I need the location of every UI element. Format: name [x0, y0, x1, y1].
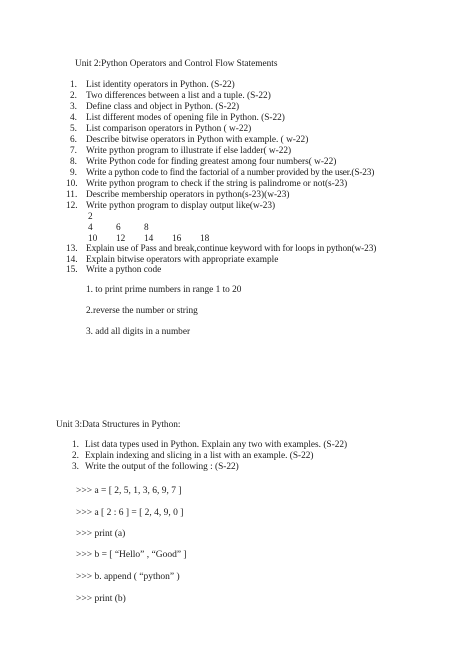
pattern-value: 2: [88, 212, 93, 222]
code-line: >>> b. append ( “python” ): [76, 572, 180, 582]
item-number: 6.: [70, 135, 77, 145]
item-text: Describe membership operators in python(s-23)(w-23): [86, 190, 290, 200]
subpart-item: 2.reverse the number or string: [86, 306, 198, 316]
item-text: List identity operators in Python. (S-22): [86, 80, 235, 90]
item-text: Write a python code to find the factorial of a number provided by the user.(S-23): [86, 168, 375, 178]
code-line: >>> a = [ 2, 5, 1, 3, 6, 9, 7 ]: [76, 486, 182, 496]
item-text: Explain indexing and slicing in a list with an example. (S-22): [85, 451, 314, 461]
item-number: 15.: [66, 265, 78, 275]
item-text: Two differences between a list and a tuple. (S-22): [86, 91, 271, 101]
item-text: Define class and object in Python. (S-22): [86, 102, 240, 112]
item-text: Write python program to display output like(w-23): [86, 201, 276, 211]
item-text: Write Python code for finding greatest among four numbers( w-22): [86, 157, 337, 167]
item-text: Describe bitwise operators in Python with example. ( w-22): [86, 135, 309, 145]
item-number: 9.: [70, 168, 77, 178]
pattern-value: 16: [172, 234, 182, 244]
code-line: >>> a [ 2 : 6 ] = [ 2, 4, 9, 0 ]: [76, 508, 184, 518]
item-number: 2.: [72, 451, 79, 461]
unit3-title: Unit 3:Data Structures in Python:: [56, 420, 181, 430]
item-text: List different modes of opening file in Python. (S-22): [86, 113, 285, 123]
item-text: Explain use of Pass and break,continue keyword with for loops in python(w-23): [86, 244, 377, 254]
code-line: >>> b = [ “Hello” , “Good” ]: [76, 550, 187, 560]
item-number: 12.: [66, 201, 78, 211]
item-text: Explain bitwise operators with appropriate example: [86, 255, 279, 265]
item-number: 8.: [70, 157, 77, 167]
item-number: 2.: [70, 91, 77, 101]
subpart-item: 3. add all digits in a number: [86, 327, 191, 337]
item-text: Write a python code: [86, 265, 162, 275]
item-number: 1.: [70, 80, 77, 90]
item-number: 13.: [66, 244, 78, 254]
pattern-value: 12: [116, 234, 126, 244]
item-text: List comparison operators in Python ( w-22): [86, 124, 252, 134]
item-number: 5.: [70, 124, 77, 134]
unit2-title: Unit 2:Python Operators and Control Flow Statements: [75, 59, 278, 69]
item-text: Write the output of the following : (S-22): [85, 462, 239, 472]
pattern-value: 10: [88, 234, 98, 244]
item-text: List data types used in Python. Explain any two with examples. (S-22): [85, 440, 348, 450]
item-number: 4.: [70, 113, 77, 123]
item-text: Write python program to illustrate if else ladder( w-22): [86, 146, 292, 156]
item-number: 10.: [66, 179, 78, 189]
item-number: 3.: [72, 462, 79, 472]
item-number: 7.: [70, 146, 77, 156]
item-text: Write python program to check if the string is palindrome or not(s-23): [86, 179, 348, 189]
item-number: 1.: [72, 440, 79, 450]
item-number: 11.: [66, 190, 78, 200]
pattern-value: 8: [144, 223, 149, 233]
code-line: >>> print (b): [76, 594, 126, 604]
pattern-value: 6: [116, 223, 121, 233]
pattern-value: 4: [88, 223, 93, 233]
code-line: >>> print (a): [76, 529, 126, 539]
item-number: 3.: [70, 102, 77, 112]
subpart-item: 1. to print prime numbers in range 1 to 20: [86, 285, 242, 295]
pattern-value: 18: [200, 234, 210, 244]
item-number: 14.: [66, 255, 78, 265]
pattern-value: 14: [144, 234, 154, 244]
